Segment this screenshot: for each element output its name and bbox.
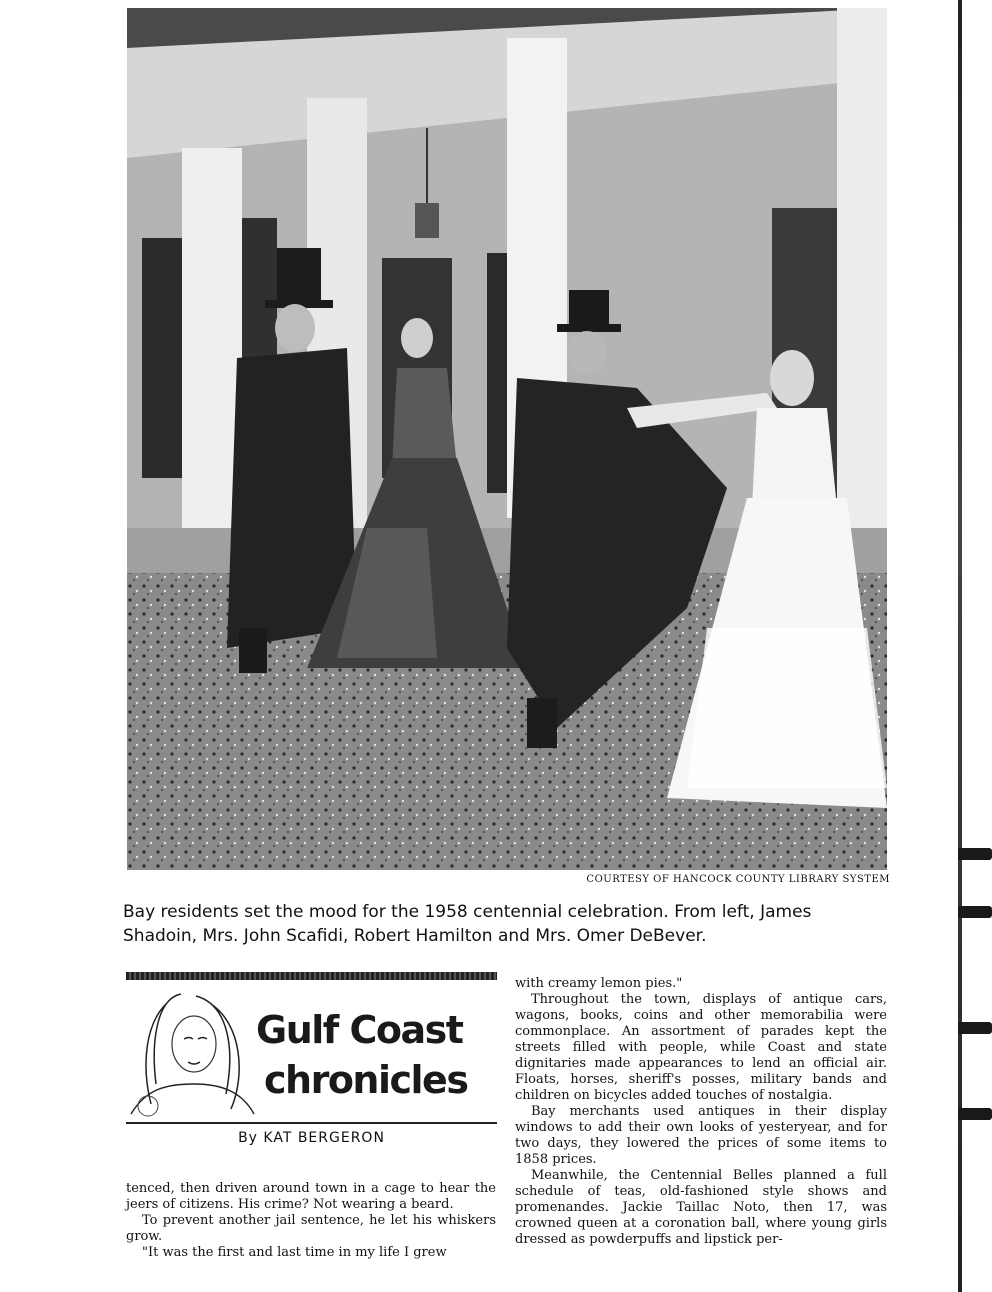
column-title-gulf-coast: Gulf Coast	[256, 1008, 463, 1052]
article-paragraph: Meanwhile, the Centennial Belles planned a full schedule of teas, old-fashioned style shows and promenandes. Jackie Taillac Noto, then 17, was crowned queen at a coronation ball, where young girls dressed as powderpuffs and lipstick per-	[515, 1168, 887, 1247]
binder-tab	[958, 848, 992, 860]
article-paragraph: with creamy lemon pies."	[515, 976, 683, 991]
binder-tab	[958, 1022, 992, 1034]
photo-credit: COURTESY OF HANCOCK COUNTY LIBRARY SYSTEM	[586, 874, 890, 885]
article-paragraph: To prevent another jail sentence, he let his whiskers grow.	[126, 1213, 496, 1244]
caption-line-1: Bay residents set the mood for the 1958 centennial celebration. From left, James	[123, 902, 812, 922]
binder-tab	[958, 1108, 992, 1120]
byline: By KAT BERGERON	[238, 1130, 385, 1146]
masthead-rule	[126, 972, 497, 980]
photo-caption	[123, 900, 893, 948]
article-column-right	[515, 976, 887, 1248]
columnist-portrait-illustration	[126, 984, 256, 1120]
caption-line-2: Shadoin, Mrs. John Scafidi, Robert Hamilton and Mrs. Omer DeBever.	[123, 926, 707, 946]
article-column-left	[126, 1181, 496, 1261]
column-masthead	[126, 982, 497, 1124]
article-paragraph: Throughout the town, displays of antique cars, wagons, books, coins and other memorabilia were commonplace. An assortment of parades kept the streets filled with people, while Coast and state dignitaries made appearances to lend an official air. Floats, horses, sheriff's posses, military bands and children on bicycles added touches of nostalgia.	[515, 992, 887, 1103]
binder-tab	[958, 906, 992, 918]
article-paragraph: "It was the first and last time in my life I grew	[142, 1245, 447, 1260]
column-title-chronicles: chronicles	[264, 1058, 468, 1102]
page-edge	[958, 0, 962, 1292]
article-paragraph: Bay merchants used antiques in their display windows to add their own looks of yesteryear, and for two days, they lowered the prices of some items to 1858 prices.	[515, 1104, 887, 1167]
centennial-photo	[127, 8, 887, 870]
article-paragraph: tenced, then driven around town in a cage to hear the jeers of citizens. His crime? Not wearing a beard.	[126, 1181, 496, 1212]
